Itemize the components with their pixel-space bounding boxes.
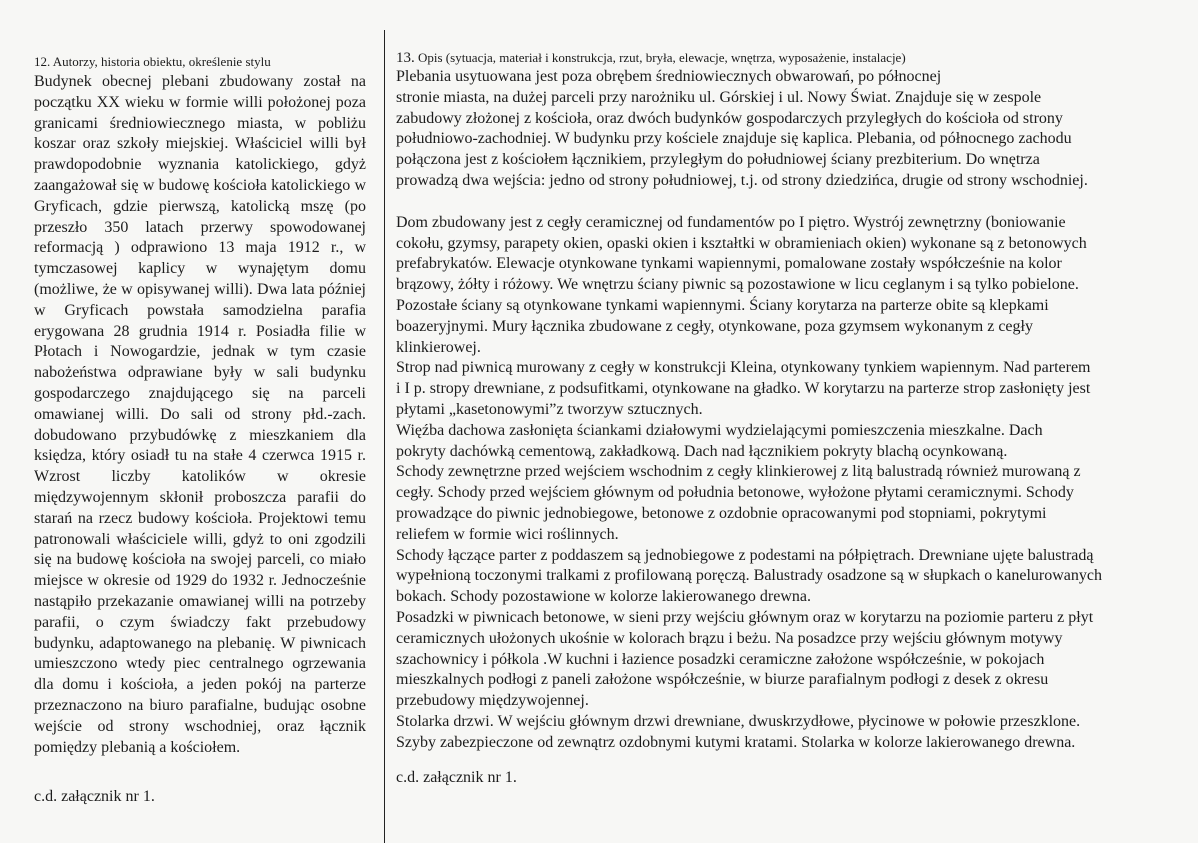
text-line: reliefem w formie wici roślinnych.: [396, 525, 619, 543]
text-line: boazeryjnymi. Mury łącznika zbudowane z cegły, otynkowane, poza gzymsem wykonanym z cegły: [396, 317, 1033, 335]
section-13-column: [396, 50, 1166, 754]
section-13-footer: c.d. załącznik nr 1.: [396, 769, 517, 786]
text-line: bokach. Schody pozostawione w kolorze lakierowanego drewna.: [396, 588, 811, 606]
text-line: prowadzą dwa wejścia: jedno od strony południowej, t.j. od strony dziedzińca, drugie od strony wschodniej.: [396, 171, 1088, 189]
text-line: stronie miasta, na dużej parceli przy narożniku ul. Górskiej i ul. Nowy Świat. Znajduje się w zespole: [396, 88, 1042, 106]
paragraph-gap: [396, 192, 1166, 213]
text-line: cokołu, gzymsy, parapety okien, opaski okien i kształtki w obramieniach okien) wykonane są z betonowych: [396, 234, 1087, 252]
text-line: wypełnioną toczonymi tralkami z profilowaną poręczą. Balustrady osadzone są w słupkach o kanelurowanych: [396, 567, 1102, 585]
text-line: połączona jest z kościołem łącznikiem, przyległym do południowej ściany prezbiterium. Do wnętrza: [396, 151, 1040, 169]
section-12-footer: c.d. załącznik nr 1.: [34, 788, 155, 805]
column-divider: [384, 30, 385, 843]
text-line: prowadzące do piwnic jednobiegowe, betonowe z ozdobnie opracowanymi pod stopniami, pokrytymi: [396, 504, 1047, 522]
text-line: prefabrykatów. Elewacje otynkowane tynkami wapiennymi, pomalowane zostały współcześnie na kolor: [396, 255, 1062, 273]
text-line: cegły. Schody przed wejściem głównym od południa betonowe, wyłożone płytami ceramicznymi. Schody: [396, 484, 1074, 502]
text-line: przebudowy międzywojennej.: [396, 692, 589, 710]
text-line: Posadzki w piwnicach betonowe, w sieni przy wejściu głównym oraz w korytarzu na poziomie parteru z płyt: [396, 608, 1094, 626]
section-13-heading: [396, 50, 1166, 66]
text-line: Stolarka drzwi. W wejściu głównym drzwi drewniane, dwuskrzydłowe, płycinowe w połowie przeszklone.: [396, 712, 1081, 730]
text-line: Strop nad piwnicą murowany z cegły w konstrukcji Kleina, otynkowany tynkiem wapiennym. Nad parterem: [396, 359, 1091, 377]
section-13-number: 13.: [396, 50, 415, 66]
text-line: Więźba dachowa zasłonięta ściankami działowymi wydzielającymi pomieszczenia mieszkalne. Dach: [396, 421, 1043, 439]
text-line: szachownicy i półkola .W kuchni i łazience posadzki ceramiczne założone współcześnie, w pokojach: [396, 650, 1045, 668]
text-line: mieszkalnych podłogi z paneli założone współcześnie, w biurze parafialnym podłogi z desek z okresu: [396, 671, 1049, 689]
text-line: brązowy, żółty i różowy. We wnętrzu ściany piwnic są pozostawione w licu ceglanym i są tylko pobielone.: [396, 276, 1079, 294]
text-line: pokryty dachówką cementową, zakładkową. Dach nad łącznikiem pokryty blachą ocynkowaną.: [396, 442, 1008, 460]
text-line: zabudowy złożonej z kościoła, oraz dwóch budynków gospodarczych przyległych do kościoła od strony: [396, 109, 1063, 127]
text-line: i I p. stropy drewniane, z podsufitkami, otynkowane na gładko. W korytarzu na parterze strop zasłonięty jest: [396, 380, 1091, 398]
text-line: płytami „kasetonowymi”z tworzyw sztucznych.: [396, 400, 703, 418]
section-13-heading-text: Opis (sytuacja, materiał i konstrukcja, rzut, bryła, elewacje, wnętrza, wyposażenie, instalacje): [418, 50, 906, 65]
text-line: ceramicznych ułożonych ukośnie w kolorach brązu i beżu. Na posadzce przy wejściu głównym motywy: [396, 629, 1063, 647]
text-line: południowo-zachodniej. W budynku przy kościele znajduje się kaplica. Plebania, od północnego zachodu: [396, 130, 1072, 148]
section-13-paragraph-location: [396, 67, 1166, 192]
text-line: Szyby zabezpieczone od zewnątrz ozdobnymi kutymi kratami. Stolarka w kolorze lakierowanego drewna.: [396, 733, 1076, 751]
text-line: klinkierowej.: [396, 338, 481, 356]
text-line: Plebania usytuowana jest poza obrębem średniowiecznych obwarowań, po północnej: [396, 68, 942, 85]
section-12-column: [34, 54, 366, 758]
section-13-paragraph-construction: [396, 213, 1166, 754]
section-12-body: Budynek obecnej plebani zbudowany został na początku XX wieku w formie willi położonej poza granicami średniowiecznego miasta, w pobliżu koszar oraz szkoły miejskiej. Właściciel willi był prawdopodobnie wyznania katolickiego, gdyż zaangażował się w budowę kościoła katolickiego w Gryficach, gdzie pierwszą, katolicką mszę (po przeszło 350 latach przerwy spowodowanej reformacją ) odprawiono 13 maja 1912 r., w tymczasowej kaplicy w wynajętym domu (możliwe, że w opisywanej willi). Dwa lata później w Gryficach powstała samodzielna parafia erygowana 28 grudnia 1914 r. Posiadła filie w Płotach i Nowogardzie, jednak w tym czasie nabożeństwa odprawiane były w sali budynku gospodarczego znajdującego się na parceli omawianej willi. Do sali od strony płd.-zach. dobudowano przybudówkę z mieszkaniem dla księdza, który osiadł tu na stałe 4 czerwca 1915 r. Wzrost liczby katolików w okresie międzywojennym skłonił proboszcza parafii do starań na rzecz budowy kościoła. Projektowi temu patronowali właściciele willi, gdyż to oni zgodzili się na budowę kościoła na swojej parceli, co miało miejsce w okresie od 1929 do 1932 r. Jednocześnie nastąpiło przekazanie omawianej willi na potrzeby parafii, o czym świadczy fakt przebudowy budynku, adaptowanego na plebanię. W piwnicach umieszczono wtedy piec centralnego ogrzewania dla domu i kościoła, a jeden pokój na parterze przeznaczono na biuro parafialne, budując osobne wejście od strony wschodniej, oraz łącznik pomiędzy plebanią a kościołem.: [34, 73, 366, 756]
text-line: Pozostałe ściany są otynkowane tynkami wapiennymi. Ściany korytarza na parterze obite są klepkami: [396, 296, 1049, 314]
section-12-heading: 12. Autorzy, historia obiektu, określenie stylu: [34, 54, 271, 69]
text-line: Schody łączące parter z poddaszem są jednobiegowe z podestami na półpiętrach. Drewniane ujęte balustradą: [396, 546, 1094, 564]
text-line: Schody zewnętrzne przed wejściem wschodnim z cegły klinkierowej z litą balustradą również murowaną z: [396, 463, 1081, 481]
text-line: Dom zbudowany jest z cegły ceramicznej od fundamentów po I piętro. Wystrój zewnętrzny (boniowanie: [396, 213, 1066, 231]
